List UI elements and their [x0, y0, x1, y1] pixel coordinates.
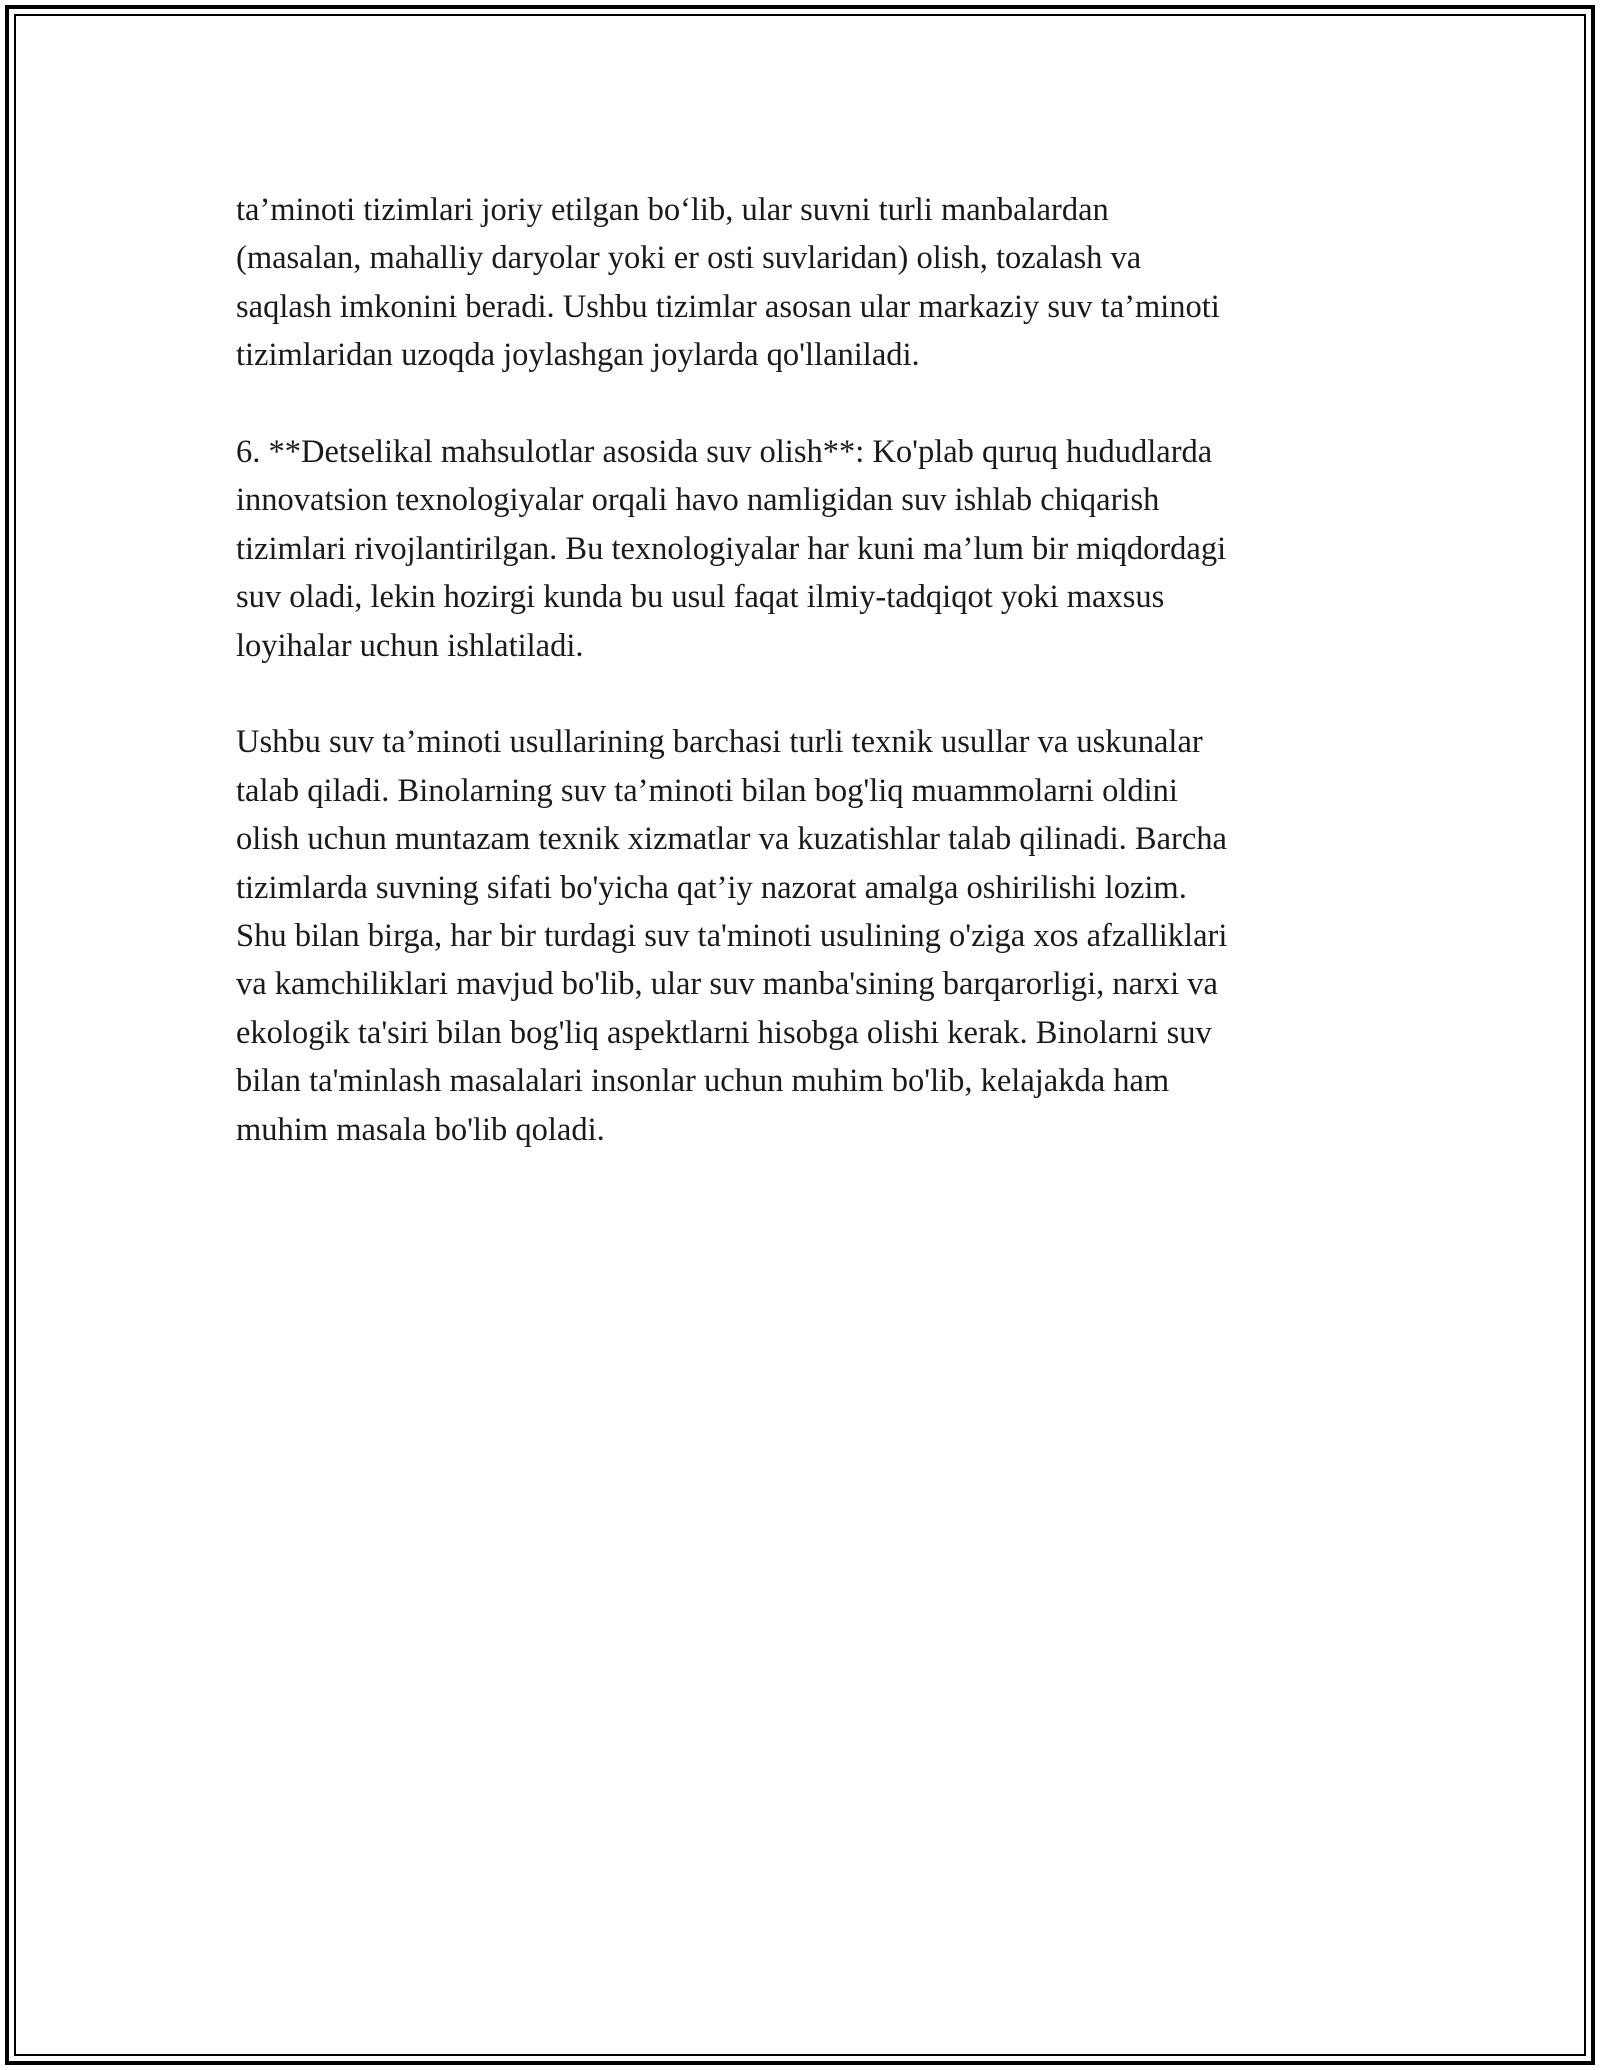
- text-line: saqlash imkonini beradi. Ushbu tizimlar asosan ular markaziy suv ta’minoti: [236, 288, 1220, 325]
- paragraph: [236, 428, 1386, 670]
- text-line: suv oladi, lekin hozirgi kunda bu usul faqat ilmiy-tadqiqot yoki maxsus: [236, 579, 1165, 616]
- text-line: ta’minoti tizimlari joriy etilgan bo‘lib, ular suvni turli manbalardan: [236, 192, 1109, 228]
- text-line: tizimlari rivojlantirilgan. Bu texnologiyalar har kuni ma’lum bir miqdordagi: [236, 530, 1227, 567]
- text-line: olish uchun muntazam texnik xizmatlar va kuzatishlar talab qilinadi. Barcha: [236, 821, 1227, 858]
- text-line: 6. **Detselikal mahsulotlar asosida suv olish**: Ko'plab quruq hududlarda: [236, 434, 1213, 471]
- text-line: ekologik ta'siri bilan bog'liq aspektlarni hisobga olishi kerak. Binolarni suv: [236, 1014, 1212, 1051]
- paragraph-spacer: [236, 380, 1386, 428]
- text-line: tizimlarda suvning sifati bo'yicha qat’iy nazorat amalga oshirilishi lozim.: [236, 869, 1187, 906]
- text-line: talab qiladi. Binolarning suv ta’minoti bilan bog'liq muammolarni oldini: [236, 772, 1178, 809]
- text-line: Shu bilan birga, har bir turdagi suv ta'minoti usulining o'ziga xos afzalliklari: [236, 918, 1228, 955]
- text-line: innovatsion texnologiyalar orqali havo namligidan suv ishlab chiqarish: [236, 482, 1160, 519]
- paragraph: [236, 718, 1386, 1154]
- text-line: muhim masala bo'lib qoladi.: [236, 1111, 605, 1148]
- paragraph-spacer: [236, 670, 1386, 718]
- text-line: Ushbu suv ta’minoti usullarining barchasi turli texnik usullar va uskunalar: [236, 724, 1203, 761]
- text-line: (masalan, mahalliy daryolar yoki er osti suvlaridan) olish, tozalash va: [236, 240, 1142, 277]
- text-line: bilan ta'minlash masalalari insonlar uchun muhim bo'lib, kelajakda ham: [236, 1063, 1170, 1100]
- text-line: loyihalar uchun ishlatiladi.: [236, 627, 584, 664]
- paragraph: [236, 186, 1386, 380]
- text-line: va kamchiliklari mavjud bo'lib, ular suv manba'sining barqarorligi, narxi va: [236, 966, 1218, 1003]
- text-line: tizimlaridan uzoqda joylashgan joylarda qo'llaniladi.: [236, 337, 920, 374]
- document-body: [236, 186, 1386, 1154]
